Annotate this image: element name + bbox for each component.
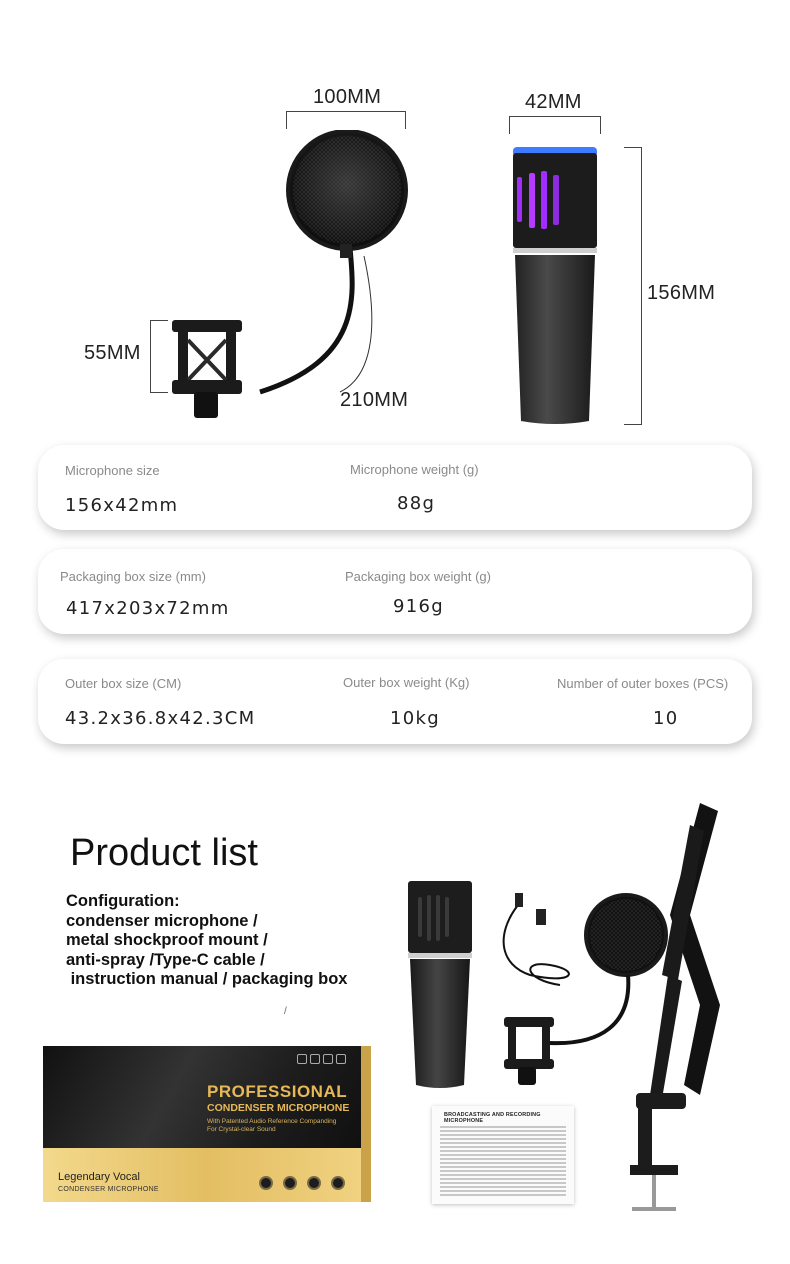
config-line: condenser microphone /	[66, 911, 258, 930]
mic-size-value: 156x42mm	[65, 495, 179, 516]
spec-card-packaging	[38, 549, 752, 634]
box-title: PROFESSIONAL	[207, 1082, 348, 1101]
spec-card-microphone	[38, 445, 752, 530]
box-side-edge	[361, 1046, 371, 1202]
mic-weight-value: 88g	[397, 493, 436, 514]
feature-icon	[310, 1054, 320, 1064]
mic-width-label: 42MM	[525, 91, 582, 113]
mic-weight-label: Microphone weight (g)	[350, 462, 479, 477]
packaging-weight-value: 916g	[393, 596, 444, 617]
config-line: anti-spray /Type-C cable /	[66, 950, 265, 969]
mount-height-line	[150, 320, 168, 393]
box-subtitle: CONDENSER MICROPHONE	[207, 1102, 350, 1114]
packaging-size-label: Packaging box size (mm)	[60, 569, 206, 584]
pop-filter-width-line	[286, 111, 406, 129]
box-brand-sub: CONDENSER MICROPHONE	[58, 1186, 159, 1193]
box-tagline-1: With Patented Audio Reference Companding	[207, 1118, 337, 1125]
box-tagline	[207, 1118, 336, 1134]
outer-count-value: 10	[653, 708, 679, 729]
box-feature-icons	[297, 1054, 346, 1064]
box-circle-icons	[259, 1176, 345, 1190]
outer-weight-label: Outer box weight (Kg)	[343, 675, 470, 690]
mic-size-label: Microphone size	[65, 463, 160, 478]
product-list-title: Product list	[70, 832, 258, 874]
mic-height-line	[624, 147, 642, 425]
mic-width-line	[509, 116, 601, 134]
config-line: metal shockproof mount /	[66, 931, 268, 950]
pop-filter-width-label: 100MM	[313, 86, 382, 108]
mic-height-label: 156MM	[647, 282, 716, 304]
box-brand: Legendary Vocal	[58, 1171, 140, 1183]
circle-icon	[259, 1176, 273, 1190]
outer-size-label: Outer box size (CM)	[65, 676, 182, 691]
box-tagline-2: For Crystal-clear Sound	[207, 1126, 276, 1133]
feature-icon	[336, 1054, 346, 1064]
outer-count-label: Number of outer boxes (PCS)	[557, 676, 729, 691]
stray-slash: /	[284, 1006, 287, 1017]
spec-card-outer-box	[38, 659, 752, 744]
microphone-image	[505, 145, 605, 427]
feature-icon	[323, 1054, 333, 1064]
gooseneck-length-label: 210MM	[340, 389, 409, 411]
outer-weight-value: 10kg	[390, 708, 440, 729]
feature-icon	[297, 1054, 307, 1064]
manual-title: BROADCASTING AND RECORDING MICROPHONE	[444, 1112, 541, 1124]
circle-icon	[307, 1176, 321, 1190]
config-line: Configuration:	[66, 892, 180, 910]
pop-filter-image	[150, 130, 430, 430]
mount-height-label: 55MM	[84, 342, 141, 364]
packaging-box-image	[43, 1046, 371, 1202]
configuration-list	[66, 892, 347, 990]
packaging-size-value: 417x203x72mm	[66, 598, 230, 619]
config-line: instruction manual / packaging box	[66, 970, 348, 989]
circle-icon	[283, 1176, 297, 1190]
packaging-weight-label: Packaging box weight (g)	[345, 569, 491, 584]
outer-size-value: 43.2x36.8x42.3CM	[65, 708, 256, 729]
manual-text-lines	[440, 1126, 566, 1198]
circle-icon	[331, 1176, 345, 1190]
instruction-manual-image	[432, 1106, 574, 1204]
